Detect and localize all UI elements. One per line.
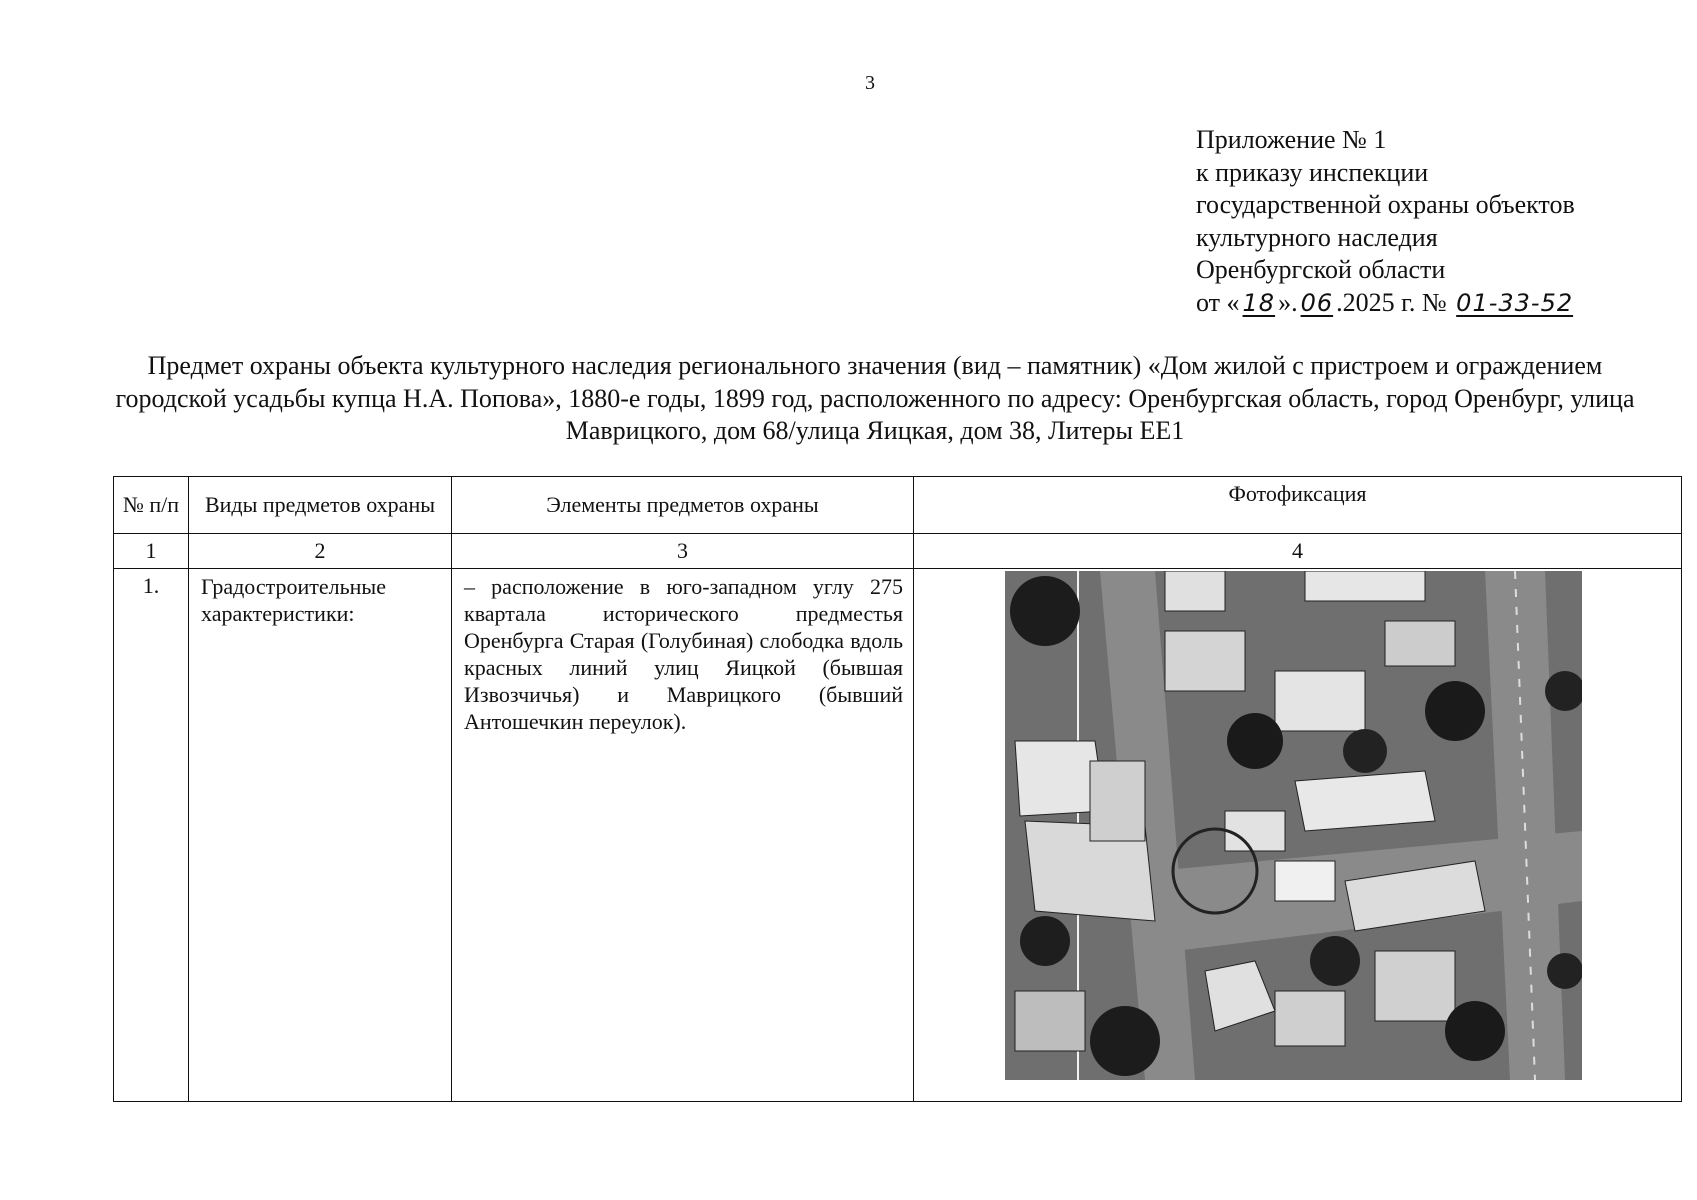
column-number: 2 xyxy=(189,534,452,569)
header-photo: Фотофиксация xyxy=(914,477,1682,534)
document-title: Предмет охраны объекта культурного наследия регионального значения (вид – памятник) «Дом жилой с пристроем и ограждением городской усадьбы купца Н.А. Попова», 1880-е годы, 1899 год, расположенного по адресу: Оренбургская область, город Оренбург, улица Маврицкого, дом 68/улица Яицкая, дом 38, Литеры ЕЕ1 xyxy=(115,351,1635,445)
row-type: Градостроительные характеристики: xyxy=(189,569,452,1102)
protection-table xyxy=(113,476,1682,1102)
column-number: 3 xyxy=(452,534,914,569)
row-elements: – расположение в юго-западном углу 275 квартала исторического предместья Оренбурга Старая (Голубиная) слободка вдоль красных линий улиц Яицкой (бывшая Извозчичья) и Маврицкого (бывший Антошечкин переулок). xyxy=(452,569,914,1102)
date-month: 06 xyxy=(1300,288,1334,317)
date-year: .2025 г. № xyxy=(1336,287,1447,317)
table-header-row xyxy=(114,477,1682,534)
date-sep: ». xyxy=(1278,287,1298,317)
annex-line-4: культурного наследия xyxy=(1196,222,1438,252)
annex-line-5: Оренбургской области xyxy=(1196,255,1446,284)
header-num: № п/п xyxy=(114,477,189,534)
column-number-row xyxy=(114,534,1682,569)
annex-date-line xyxy=(1196,287,1576,320)
aerial-photo-icon xyxy=(1005,571,1582,1080)
row-number: 1. xyxy=(114,569,189,1102)
row-photo-cell xyxy=(914,569,1682,1102)
page-number: 3 xyxy=(865,72,875,94)
annex-line-3: государственной охраны объектов xyxy=(1196,190,1575,219)
header-types: Виды предметов охраны xyxy=(189,477,452,534)
annex-line-2: к приказу инспекции xyxy=(1196,157,1429,187)
date-day: 18 xyxy=(1242,288,1276,317)
order-number: 01-33-52 xyxy=(1456,288,1574,317)
column-number: 4 xyxy=(914,534,1682,569)
header-elements: Элементы предметов охраны xyxy=(452,477,914,534)
table-row xyxy=(114,569,1682,1102)
column-number: 1 xyxy=(114,534,189,569)
annex-block xyxy=(1196,124,1576,319)
annex-line-1: Приложение № 1 xyxy=(1196,125,1387,154)
aerial-photo-svg xyxy=(1005,571,1582,1080)
date-prefix: от « xyxy=(1196,287,1240,317)
